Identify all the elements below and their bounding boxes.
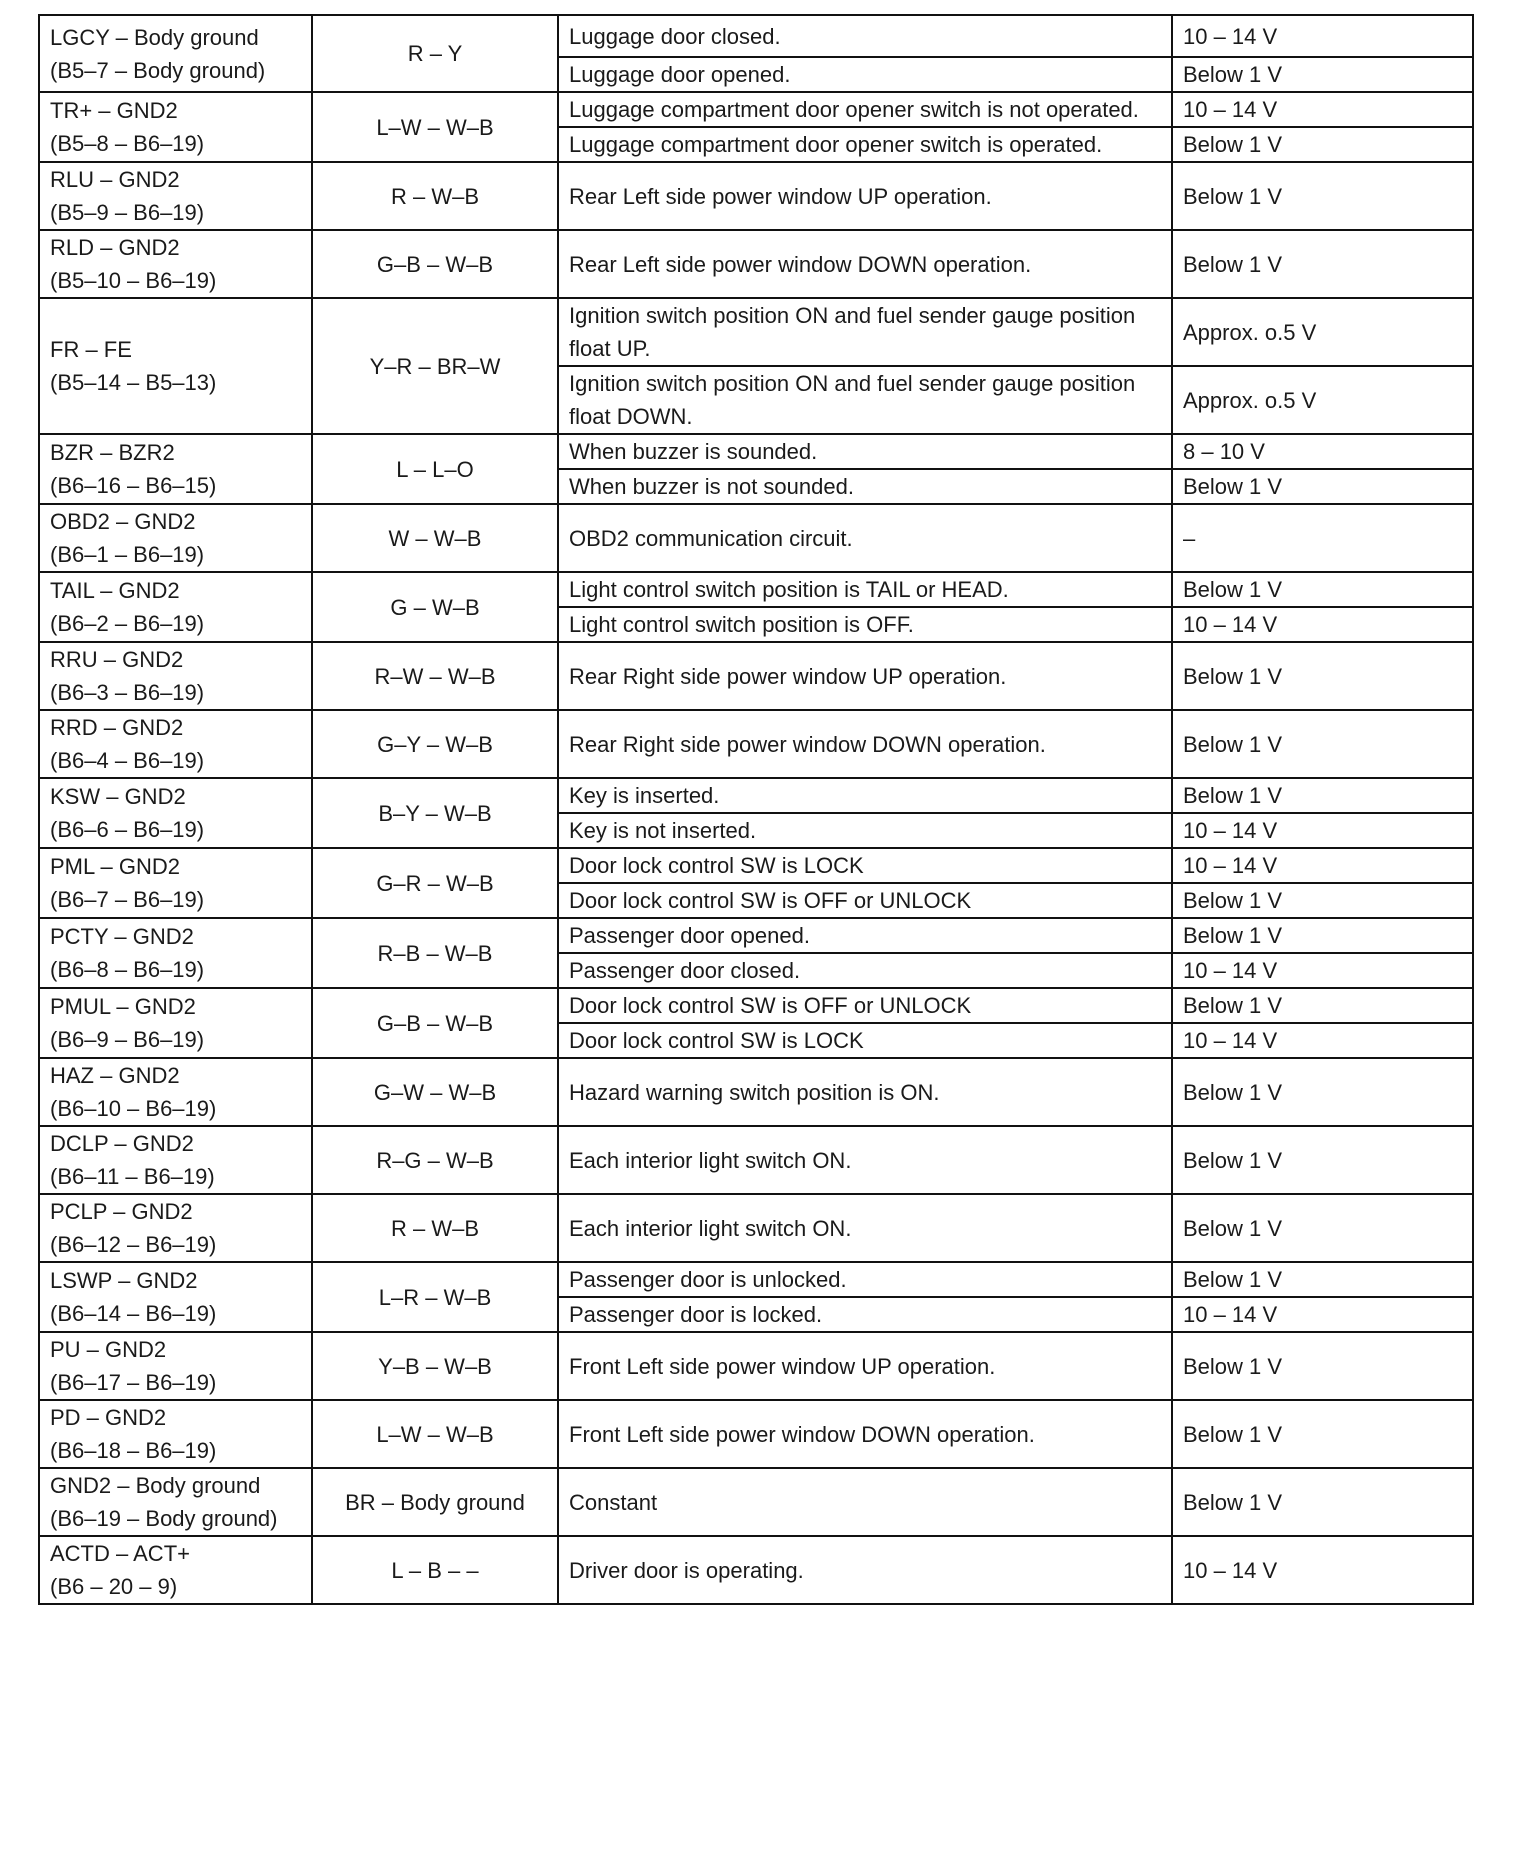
terminal-number: (B5–10 – B6–19) (50, 268, 217, 293)
wiring-color: R–B – W–B (377, 940, 493, 966)
specified-condition: Below 1 V (1183, 1267, 1283, 1292)
table-row (39, 642, 1473, 710)
spec-cell (1172, 918, 1473, 953)
wiring-color: G–B – W–B (376, 1010, 494, 1036)
specified-condition: Below 1 V (1183, 783, 1283, 808)
terminal-number: (B6–2 – B6–19) (50, 611, 205, 636)
specified-condition: Below 1 V (1183, 474, 1283, 499)
specified-condition: 10 – 14 V (1183, 97, 1278, 122)
wiring-color-cell (312, 988, 558, 1058)
spec-cell (1172, 162, 1473, 230)
spec-cell (1172, 1126, 1473, 1194)
table-row (39, 162, 1473, 230)
condition-text: Each interior light switch ON. (569, 1215, 852, 1241)
spec-cell (1172, 1023, 1473, 1058)
terminal-cell (39, 298, 312, 434)
terminal-number: (B6–3 – B6–19) (50, 680, 205, 705)
wiring-color: BR – Body ground (345, 1489, 525, 1515)
condition-cell (558, 15, 1172, 57)
wiring-color-cell (312, 504, 558, 572)
condition-text: Front Left side power window DOWN operation. (569, 1421, 1035, 1447)
terminal-number: (B6–19 – Body ground) (50, 1506, 278, 1531)
specified-condition: Below 1 V (1183, 1079, 1283, 1105)
terminal-symbol: HAZ – GND2 (50, 1063, 180, 1088)
table-row (39, 778, 1473, 813)
spec-cell (1172, 57, 1473, 92)
terminal-symbol: RLU – GND2 (50, 167, 180, 192)
terminal-cell (39, 1058, 312, 1126)
terminal-symbol: PD – GND2 (50, 1405, 167, 1430)
specified-condition: 10 – 14 V (1183, 853, 1278, 878)
wiring-color: G–Y – W–B (377, 731, 493, 757)
terminal-cell (39, 572, 312, 642)
wiring-color-cell (312, 1126, 558, 1194)
terminal-number: (B6–1 – B6–19) (50, 542, 205, 567)
table-row (39, 988, 1473, 1023)
specified-condition: Below 1 V (1183, 731, 1283, 757)
table-row (39, 434, 1473, 469)
terminal-symbol: TAIL – GND2 (50, 578, 180, 603)
wiring-color-cell (312, 1262, 558, 1332)
condition-cell (558, 918, 1172, 953)
condition-cell (558, 434, 1172, 469)
condition-text: Hazard warning switch position is ON. (569, 1079, 940, 1105)
spec-cell (1172, 504, 1473, 572)
terminal-voltage-table (38, 14, 1474, 1605)
terminal-symbol: RRD – GND2 (50, 715, 184, 740)
condition-cell (558, 1058, 1172, 1126)
condition-text: Luggage door opened. (569, 62, 791, 87)
wiring-color: Y–R – BR–W (369, 353, 501, 379)
wiring-color-cell (312, 434, 558, 504)
wiring-color-cell (312, 15, 558, 92)
terminal-symbol: DCLP – GND2 (50, 1131, 194, 1156)
spec-cell (1172, 366, 1473, 434)
specified-condition: Below 1 V (1183, 993, 1283, 1018)
condition-text: When buzzer is sounded. (569, 439, 818, 464)
specified-condition: Below 1 V (1183, 183, 1283, 209)
condition-text: Door lock control SW is OFF or UNLOCK (569, 993, 972, 1018)
table-row (39, 504, 1473, 572)
condition-text: Rear Left side power window UP operation. (569, 183, 992, 209)
specified-condition: 10 – 14 V (1183, 1557, 1278, 1583)
table-row (39, 710, 1473, 778)
terminal-cell (39, 1194, 312, 1262)
spec-cell (1172, 15, 1473, 57)
spec-cell (1172, 1468, 1473, 1536)
condition-text: Luggage door closed. (569, 23, 781, 49)
condition-text: Each interior light switch ON. (569, 1147, 852, 1173)
spec-cell (1172, 127, 1473, 162)
specified-condition: 10 – 14 V (1183, 958, 1278, 983)
spec-cell (1172, 710, 1473, 778)
condition-cell (558, 162, 1172, 230)
terminal-cell (39, 92, 312, 162)
terminal-symbol: PCLP – GND2 (50, 1199, 193, 1224)
condition-cell (558, 298, 1172, 366)
condition-text: Driver door is operating. (569, 1557, 804, 1583)
spec-cell (1172, 848, 1473, 883)
terminal-cell (39, 848, 312, 918)
specified-condition: 10 – 14 V (1183, 23, 1278, 49)
condition-cell (558, 366, 1172, 434)
specified-condition: Below 1 V (1183, 1489, 1283, 1515)
terminal-cell (39, 778, 312, 848)
terminal-symbol: LSWP – GND2 (50, 1268, 198, 1293)
condition-text: Luggage compartment door opener switch is operated. (569, 132, 1103, 157)
terminal-number: (B5–9 – B6–19) (50, 200, 205, 225)
wiring-color: G–W – W–B (373, 1079, 497, 1105)
wiring-color: G – W–B (390, 594, 480, 620)
specified-condition: Below 1 V (1183, 888, 1283, 913)
condition-text: Door lock control SW is OFF or UNLOCK (569, 888, 972, 913)
terminal-symbol: GND2 – Body ground (50, 1473, 261, 1498)
specified-condition: Below 1 V (1183, 251, 1283, 277)
table-row (39, 298, 1473, 366)
table-row (39, 1058, 1473, 1126)
table-row (39, 230, 1473, 298)
terminal-cell (39, 710, 312, 778)
table-row (39, 92, 1473, 127)
wiring-color: R–G – W–B (376, 1147, 494, 1173)
condition-cell (558, 92, 1172, 127)
condition-cell (558, 469, 1172, 504)
wiring-color: Y–B – W–B (378, 1353, 492, 1379)
spec-cell (1172, 1058, 1473, 1126)
terminal-cell (39, 1332, 312, 1400)
terminal-cell (39, 1468, 312, 1536)
spec-cell (1172, 230, 1473, 298)
wiring-color: G–R – W–B (376, 870, 494, 896)
specified-condition: Below 1 V (1183, 577, 1283, 602)
terminal-number: (B6–11 – B6–19) (50, 1164, 215, 1189)
table-row (39, 1468, 1473, 1536)
wiring-color-cell (312, 1194, 558, 1262)
spec-cell (1172, 1400, 1473, 1468)
wiring-color: R – Y (407, 41, 463, 66)
wiring-color: B–Y – W–B (378, 800, 492, 826)
terminal-cell (39, 1536, 312, 1604)
wiring-color-cell (312, 1468, 558, 1536)
condition-cell (558, 642, 1172, 710)
terminal-symbol: RLD – GND2 (50, 235, 180, 260)
terminal-symbol: TR+ – GND2 (50, 98, 178, 123)
condition-cell (558, 607, 1172, 642)
terminal-cell (39, 1262, 312, 1332)
spec-cell (1172, 607, 1473, 642)
terminal-cell (39, 504, 312, 572)
terminal-number: (B6–12 – B6–19) (50, 1232, 217, 1257)
condition-text: Rear Right side power window UP operation. (569, 663, 1007, 689)
terminal-number: (B6–14 – B6–19) (50, 1301, 217, 1326)
terminal-symbol: ACTD – ACT+ (50, 1541, 190, 1566)
condition-text: When buzzer is not sounded. (569, 474, 854, 499)
condition-cell (558, 778, 1172, 813)
condition-text: Constant (569, 1489, 658, 1515)
condition-text: Passenger door opened. (569, 923, 810, 948)
spec-cell (1172, 642, 1473, 710)
wiring-color-cell (312, 92, 558, 162)
table-row (39, 1536, 1473, 1604)
condition-cell (558, 1536, 1172, 1604)
condition-cell (558, 230, 1172, 298)
condition-cell (558, 813, 1172, 848)
spec-cell (1172, 1262, 1473, 1297)
table-row (39, 1126, 1473, 1194)
wiring-color: L – B – – (391, 1557, 479, 1583)
spec-cell (1172, 469, 1473, 504)
condition-text: Key is not inserted. (569, 818, 757, 843)
condition-cell (558, 710, 1172, 778)
specified-condition: 10 – 14 V (1183, 1028, 1278, 1053)
terminal-symbol: OBD2 – GND2 (50, 509, 196, 534)
terminal-symbol: KSW – GND2 (50, 784, 186, 809)
condition-text: Passenger door is unlocked. (569, 1267, 847, 1292)
condition-text: Door lock control SW is LOCK (569, 1028, 864, 1053)
spec-cell (1172, 434, 1473, 469)
wiring-color-cell (312, 642, 558, 710)
terminal-symbol: FR – FE (50, 337, 132, 362)
terminal-cell (39, 1126, 312, 1194)
spec-cell (1172, 883, 1473, 918)
condition-cell (558, 1400, 1172, 1468)
wiring-color: R–W – W–B (374, 663, 496, 689)
condition-cell (558, 127, 1172, 162)
condition-text: Passenger door closed. (569, 958, 801, 983)
table-row (39, 1262, 1473, 1297)
spec-cell (1172, 1536, 1473, 1604)
terminal-symbol: PMUL – GND2 (50, 994, 196, 1019)
condition-cell (558, 1126, 1172, 1194)
condition-cell (558, 572, 1172, 607)
spec-cell (1172, 778, 1473, 813)
terminal-number: (B5–8 – B6–19) (50, 131, 205, 156)
specified-condition: Below 1 V (1183, 1353, 1283, 1379)
terminal-number: (B6–18 – B6–19) (50, 1438, 217, 1463)
condition-text: OBD2 communication circuit. (569, 525, 853, 551)
terminal-symbol: PCTY – GND2 (50, 924, 194, 949)
table-row (39, 1400, 1473, 1468)
wiring-color: L–W – W–B (376, 1421, 494, 1447)
specified-condition: 10 – 14 V (1183, 818, 1278, 843)
condition-text: Passenger door is locked. (569, 1302, 823, 1327)
terminal-symbol: RRU – GND2 (50, 647, 184, 672)
wiring-color-cell (312, 1058, 558, 1126)
wiring-color: L–R – W–B (378, 1284, 492, 1310)
terminal-symbol: PU – GND2 (50, 1337, 167, 1362)
wiring-color-cell (312, 298, 558, 434)
specified-condition: Approx. o.5 V (1183, 319, 1317, 345)
condition-text: Light control switch position is TAIL or HEAD. (569, 577, 1009, 602)
specified-condition: Below 1 V (1183, 62, 1283, 87)
condition-cell (558, 57, 1172, 92)
spec-cell (1172, 1332, 1473, 1400)
wiring-color-cell (312, 572, 558, 642)
wiring-color: W – W–B (388, 525, 482, 551)
specified-condition: Below 1 V (1183, 1215, 1283, 1241)
specified-condition: Below 1 V (1183, 663, 1283, 689)
terminal-number: (B6 – 20 – 9) (50, 1574, 178, 1599)
condition-cell (558, 1023, 1172, 1058)
condition-text: Luggage compartment door opener switch is not operated. (569, 97, 1139, 122)
condition-text: Light control switch position is OFF. (569, 612, 914, 637)
terminal-number: (B6–7 – B6–19) (50, 887, 205, 912)
terminal-cell (39, 162, 312, 230)
spec-cell (1172, 298, 1473, 366)
wiring-color: R – W–B (390, 183, 480, 209)
terminal-number: (B5–14 – B5–13) (50, 370, 217, 395)
wiring-color-cell (312, 1536, 558, 1604)
specified-condition: Approx. o.5 V (1183, 387, 1317, 413)
condition-text: Rear Left side power window DOWN operation. (569, 251, 1032, 277)
spec-cell (1172, 953, 1473, 988)
condition-text: Rear Right side power window DOWN operation. (569, 731, 1046, 757)
terminal-cell (39, 15, 312, 92)
terminal-number: (B6–9 – B6–19) (50, 1027, 205, 1052)
wiring-color: R – W–B (390, 1215, 480, 1241)
condition-text: Ignition switch position ON and fuel sender gauge position float UP. (569, 303, 1136, 361)
condition-cell (558, 1332, 1172, 1400)
terminal-symbol: LGCY – Body ground (50, 24, 259, 50)
terminal-cell (39, 918, 312, 988)
terminal-number: (B6–16 – B6–15) (50, 473, 217, 498)
condition-cell (558, 1297, 1172, 1332)
wiring-color-cell (312, 230, 558, 298)
terminal-symbol: BZR – BZR2 (50, 440, 175, 465)
terminal-symbol: PML – GND2 (50, 854, 181, 879)
table-row (39, 1194, 1473, 1262)
condition-cell (558, 1468, 1172, 1536)
condition-text: Ignition switch position ON and fuel sender gauge position float DOWN. (569, 371, 1136, 429)
table-row (39, 15, 1473, 57)
specified-condition: Below 1 V (1183, 1421, 1283, 1447)
specified-condition: Below 1 V (1183, 1147, 1283, 1173)
terminal-number: (B6–10 – B6–19) (50, 1096, 217, 1121)
terminal-cell (39, 642, 312, 710)
spec-cell (1172, 813, 1473, 848)
terminal-number: (B6–6 – B6–19) (50, 817, 205, 842)
wiring-color: G–B – W–B (376, 251, 494, 277)
terminal-number: (B5–7 – Body ground) (50, 57, 266, 83)
wiring-color-cell (312, 778, 558, 848)
specified-condition: Below 1 V (1183, 923, 1283, 948)
condition-cell (558, 953, 1172, 988)
spec-cell (1172, 1194, 1473, 1262)
specified-condition: 8 – 10 V (1183, 439, 1265, 464)
condition-cell (558, 848, 1172, 883)
terminal-number: (B6–8 – B6–19) (50, 957, 205, 982)
wiring-color-cell (312, 710, 558, 778)
condition-text: Door lock control SW is LOCK (569, 853, 864, 878)
spec-cell (1172, 572, 1473, 607)
terminal-cell (39, 1400, 312, 1468)
specified-condition: Below 1 V (1183, 132, 1283, 157)
terminal-number: (B6–17 – B6–19) (50, 1370, 217, 1395)
specified-condition: 10 – 14 V (1183, 1302, 1278, 1327)
wiring-color-cell (312, 162, 558, 230)
terminal-cell (39, 230, 312, 298)
table-row (39, 572, 1473, 607)
wiring-color-cell (312, 1400, 558, 1468)
condition-cell (558, 988, 1172, 1023)
table-row (39, 1332, 1473, 1400)
terminal-number: (B6–4 – B6–19) (50, 748, 205, 773)
table-row (39, 918, 1473, 953)
condition-text: Front Left side power window UP operation. (569, 1353, 996, 1379)
wiring-color-cell (312, 848, 558, 918)
terminal-cell (39, 434, 312, 504)
condition-cell (558, 1194, 1172, 1262)
wiring-color: L–W – W–B (376, 114, 494, 140)
spec-cell (1172, 1297, 1473, 1332)
table-row (39, 848, 1473, 883)
table-body (39, 15, 1473, 1604)
spec-cell (1172, 988, 1473, 1023)
spec-cell (1172, 92, 1473, 127)
wiring-color: L – L–O (396, 456, 474, 482)
specified-condition: 10 – 14 V (1183, 612, 1278, 637)
condition-cell (558, 504, 1172, 572)
wiring-color-cell (312, 918, 558, 988)
wiring-color-cell (312, 1332, 558, 1400)
condition-cell (558, 1262, 1172, 1297)
condition-cell (558, 883, 1172, 918)
terminal-cell (39, 988, 312, 1058)
specified-condition: – (1183, 525, 1196, 551)
condition-text: Key is inserted. (569, 783, 720, 808)
